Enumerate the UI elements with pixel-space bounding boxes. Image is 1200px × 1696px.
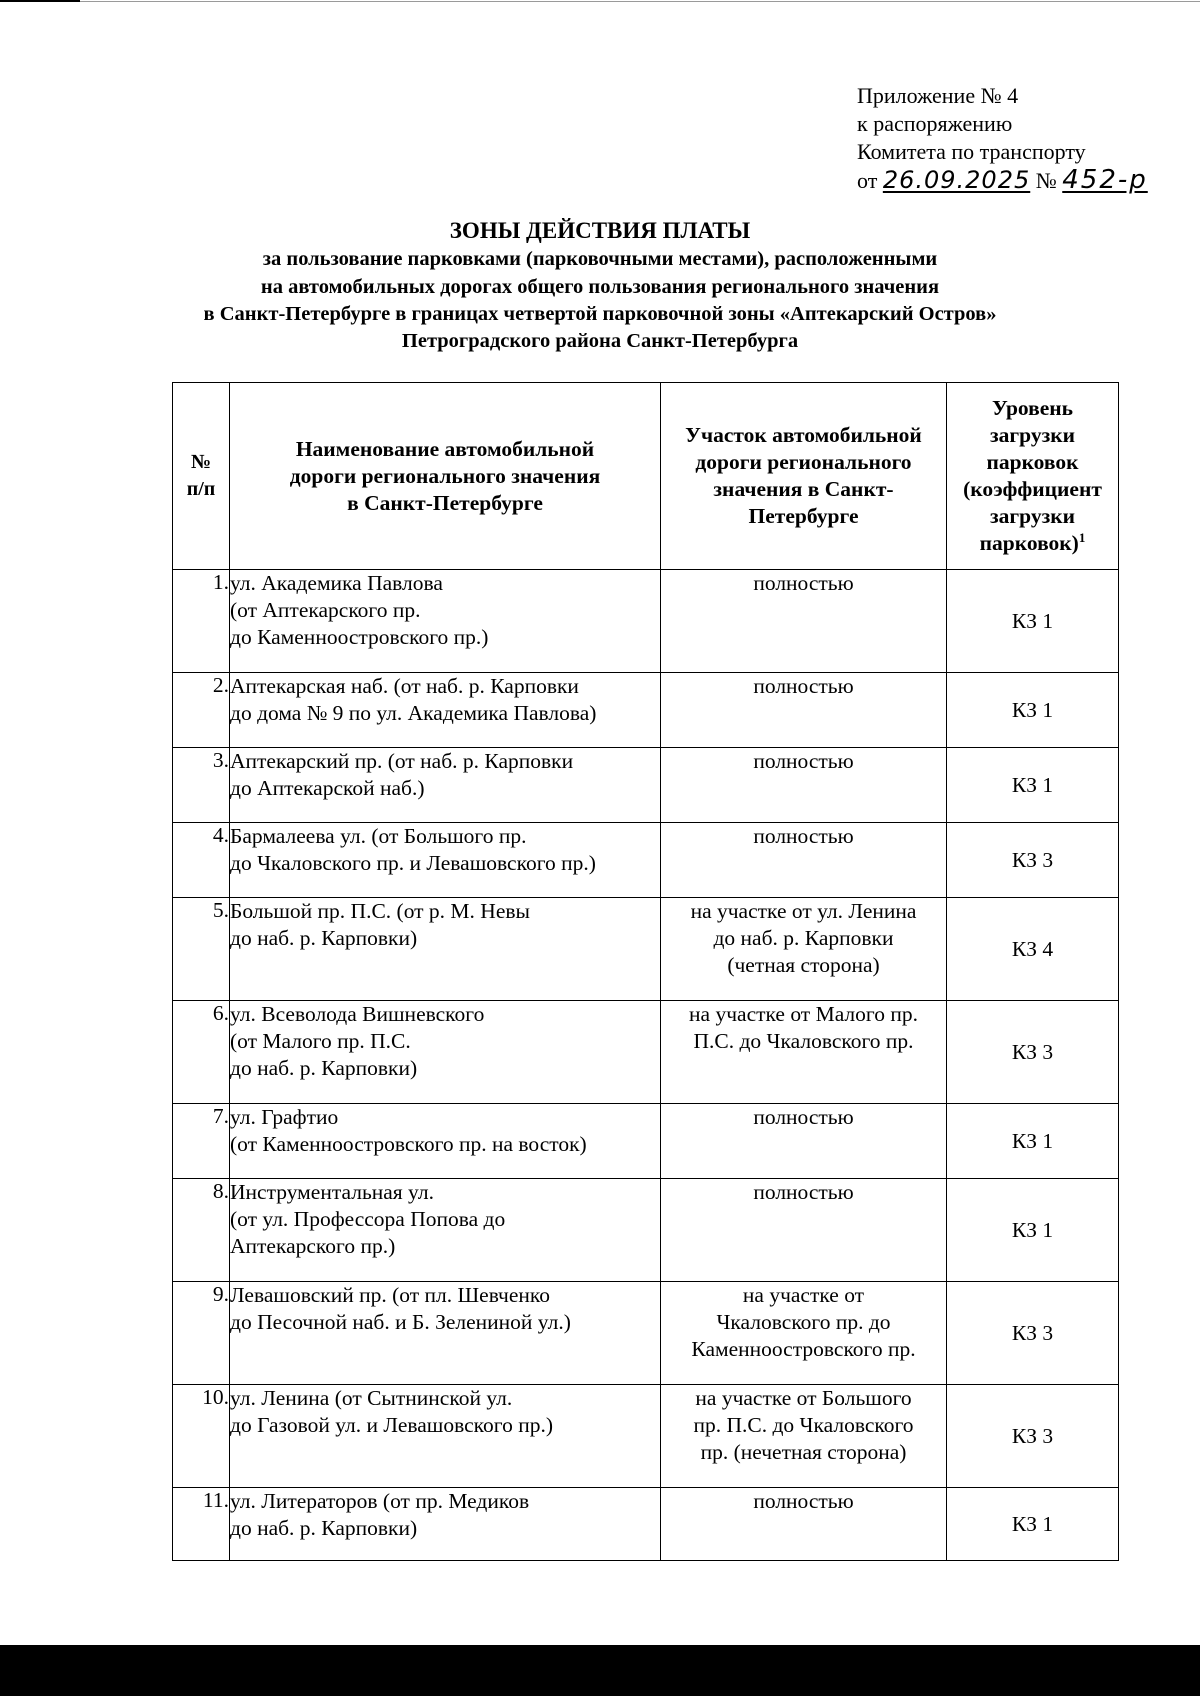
appendix-date-line [857,166,1148,195]
road-segment: полностью [661,1179,947,1282]
table-row [173,748,1119,823]
road-name: Левашовский пр. (от пл. Шевченко до Песочной наб. и Б. Зелениной ул.) [230,1282,661,1385]
table-header-row [173,383,1119,570]
scan-bottom-bar [0,1645,1200,1696]
scan-top-edge [0,0,80,2]
load-level: КЗ 1 [947,570,1119,673]
row-number: 1. [173,570,230,673]
appendix-block [857,82,1148,195]
row-number: 2. [173,673,230,748]
road-segment: полностью [661,673,947,748]
appendix-line-2: к распоряжению [857,111,1013,136]
table-row [173,1104,1119,1179]
number-prefix: № [1035,168,1057,193]
road-segment: полностью [661,570,947,673]
table-row [173,898,1119,1001]
row-number: 3. [173,748,230,823]
road-name: ул. Академика Павлова (от Аптекарского пр. до Каменноостровского пр.) [230,570,661,673]
row-number: 4. [173,823,230,898]
subtitle-line-3: в Санкт-Петербурге в границах четвертой парковочной зоны «Аптекарский Остров» [203,303,997,325]
load-level: КЗ 3 [947,1385,1119,1488]
table-row [173,1179,1119,1282]
row-number: 7. [173,1104,230,1179]
subtitle-line-2: на автомобильных дорогах общего пользования регионального значения [260,276,940,298]
date-prefix: от [857,168,878,193]
footnote-marker: 1 [1078,529,1086,545]
row-number: 6. [173,1001,230,1104]
road-segment: полностью [661,1104,947,1179]
header-road-name: Наименование автомобильной дороги регионального значения в Санкт-Петербурге [230,383,661,570]
header-number: № п/п [173,383,230,570]
road-name: Большой пр. П.С. (от р. М. Невы до наб. р. Карповки) [230,898,661,1001]
table-row [173,673,1119,748]
load-level: КЗ 3 [947,823,1119,898]
road-segment: на участке от Большого пр. П.С. до Чкаловского пр. (нечетная сторона) [661,1385,947,1488]
handwritten-number: 452-р [1062,165,1148,195]
road-name: ул. Всеволода Вишневского (от Малого пр. П.С. до наб. р. Карповки) [230,1001,661,1104]
subtitle-line-4: Петроградского района Санкт-Петербурга [401,330,799,352]
header-segment: Участок автомобильной дороги регионального значения в Санкт- Петербурге [661,383,947,570]
road-segment: полностью [661,748,947,823]
road-name: Аптекарская наб. (от наб. р. Карповки до дома № 9 по ул. Академика Павлова) [230,673,661,748]
load-level: КЗ 3 [947,1001,1119,1104]
subtitle-line-1: за пользование парковками (парковочными местами), расположенными [262,248,938,270]
appendix-line-1: Приложение № 4 [857,83,1019,108]
parking-zones-table [172,382,1119,1561]
document-title: ЗОНЫ ДЕЙСТВИЯ ПЛАТЫ [449,218,751,243]
load-level: КЗ 1 [947,1488,1119,1561]
road-name: ул. Графтио (от Каменноостровского пр. на восток) [230,1104,661,1179]
table-row [173,823,1119,898]
road-name: Аптекарский пр. (от наб. р. Карповки до Аптекарской наб.) [230,748,661,823]
row-number: 11. [173,1488,230,1561]
table-row [173,1488,1119,1561]
header-load-level: Уровень загрузки парковок (коэффициент загрузки парковок)$^1$ [947,383,1119,570]
load-level: КЗ 3 [947,1282,1119,1385]
scan-top-line [80,1,1200,2]
row-number: 9. [173,1282,230,1385]
road-segment: на участке от ул. Ленина до наб. р. Карповки (четная сторона) [661,898,947,1001]
road-name: Инструментальная ул. (от ул. Профессора Попова до Аптекарского пр.) [230,1179,661,1282]
table-row [173,1001,1119,1104]
appendix-line-3: Комитета по транспорту [857,139,1086,164]
road-name: ул. Литераторов (от пр. Медиков до наб. р. Карповки) [230,1488,661,1561]
table-row [173,1385,1119,1488]
road-segment: на участке от Чкаловского пр. до Каменноостровского пр. [661,1282,947,1385]
row-number: 10. [173,1385,230,1488]
table-row [173,1282,1119,1385]
road-segment: на участке от Малого пр. П.С. до Чкаловского пр. [661,1001,947,1104]
load-level: КЗ 4 [947,898,1119,1001]
load-level: КЗ 1 [947,748,1119,823]
road-name: Бармалеева ул. (от Большого пр. до Чкаловского пр. и Левашовского пр.) [230,823,661,898]
road-name: ул. Ленина (от Сытнинской ул. до Газовой ул. и Левашовского пр.) [230,1385,661,1488]
row-number: 5. [173,898,230,1001]
handwritten-date: 26.09.2025 [882,166,1031,194]
road-segment: полностью [661,1488,947,1561]
road-segment: полностью [661,823,947,898]
load-level: КЗ 1 [947,1104,1119,1179]
table-row [173,570,1119,673]
load-level: КЗ 1 [947,673,1119,748]
row-number: 8. [173,1179,230,1282]
load-level: КЗ 1 [947,1179,1119,1282]
